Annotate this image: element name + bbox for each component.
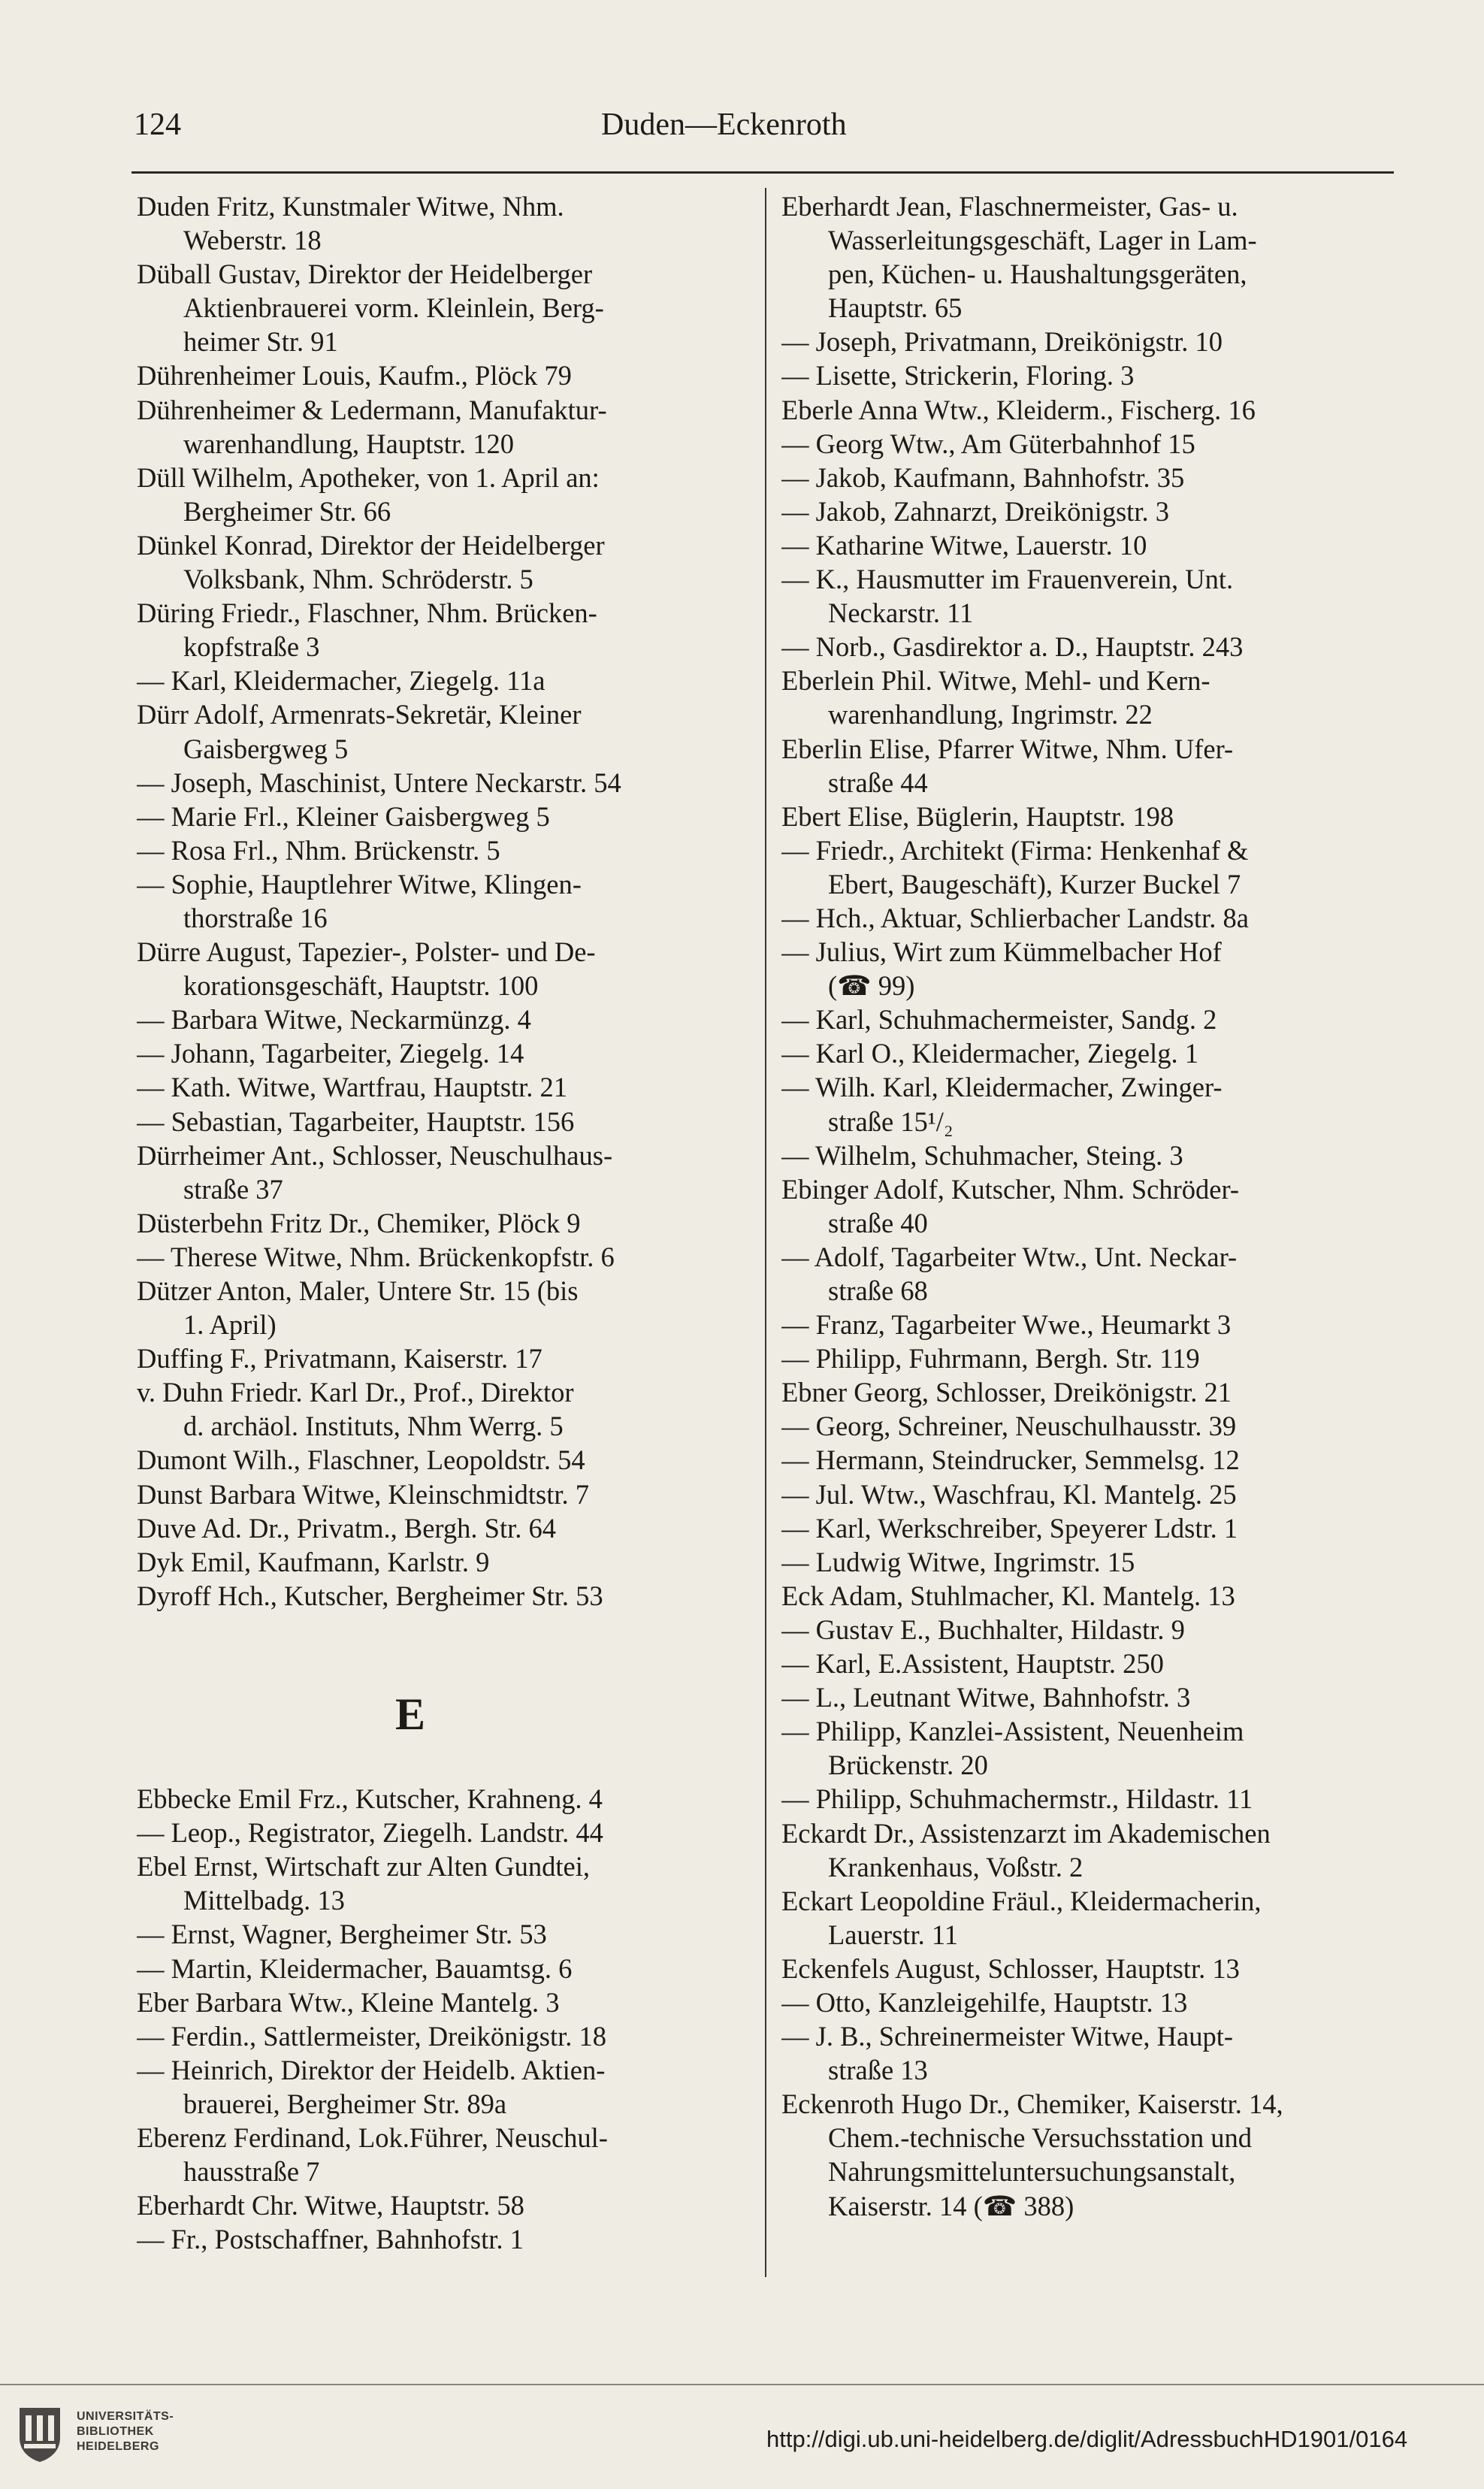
directory-entry-line: Dürre August, Tapezier-, Polster- und De- [137, 936, 596, 968]
directory-entry-line: — Joseph, Maschinist, Untere Neckarstr. 54 [137, 767, 621, 798]
directory-entry-line: Eck Adam, Stuhlmacher, Kl. Mantelg. 13 [781, 1580, 1235, 1611]
directory-entry-line: — Georg, Schreiner, Neuschulhausstr. 39 [781, 1411, 1237, 1442]
entry-continuation-line: straße 44 [828, 767, 928, 798]
entry-continuation-line: 1. April) [183, 1309, 277, 1341]
directory-entry-line: — Philipp, Fuhrmann, Bergh. Str. 119 [781, 1343, 1200, 1375]
directory-entry-line: Dürrheimer Ant., Schlosser, Neuschulhaus- [137, 1139, 613, 1171]
directory-entry-line: — L., Leutnant Witwe, Bahnhofstr. 3 [781, 1682, 1191, 1713]
directory-entry-line: — Georg Wtw., Am Güterbahnhof 15 [781, 428, 1195, 459]
directory-entry-line: — Philipp, Kanzlei-Assistent, Neuenheim [781, 1716, 1244, 1747]
directory-entry-line: — Marie Frl., Kleiner Gaisbergweg 5 [137, 800, 550, 832]
directory-entry-line: — Martin, Kleidermacher, Bauamtsg. 6 [137, 1952, 573, 1984]
directory-entry-line: Düll Wilhelm, Apotheker, von 1. April an: [137, 461, 600, 493]
directory-entry-line: Düball Gustav, Direktor der Heidelberger [137, 259, 593, 290]
directory-entry-line: — Barbara Witwe, Neckarmünzg. 4 [137, 1004, 531, 1036]
spacer [137, 1613, 751, 1647]
entry-continuation-line: straße 15¹/₂ [828, 1105, 954, 1137]
directory-entry-line: — Heinrich, Direktor der Heidelb. Aktien- [137, 2054, 606, 2085]
right-column [781, 189, 1398, 2223]
directory-entry-line: — Fr., Postschaffner, Bahnhofstr. 1 [137, 2224, 524, 2255]
directory-entry-line: — Hch., Aktuar, Schlierbacher Landstr. 8a [781, 902, 1249, 933]
directory-entry-line: — Sebastian, Tagarbeiter, Hauptstr. 156 [137, 1105, 575, 1137]
directory-entry-line: Düsterbehn Fritz Dr., Chemiker, Plöck 9 [137, 1207, 581, 1238]
directory-entry-line: — Hermann, Steindrucker, Semmelsg. 12 [781, 1444, 1240, 1476]
directory-entry-line: — Karl, Schuhmachermeister, Sandg. 2 [781, 1004, 1217, 1036]
directory-entry-line: — Friedr., Architekt (Firma: Henkenhaf & [781, 834, 1249, 866]
entry-continuation-line: Lauerstr. 11 [828, 1919, 958, 1950]
entry-continuation-line: hausstraße 7 [183, 2156, 320, 2188]
directory-entry-line: — Karl, Werkschreiber, Speyerer Ldstr. 1 [781, 1512, 1238, 1544]
directory-entry-line: — Adolf, Tagarbeiter Wtw., Unt. Neckar- [781, 1241, 1238, 1272]
directory-entry-line: — Philipp, Schuhmachermstr., Hildastr. 11 [781, 1783, 1253, 1815]
directory-entry-line: — Otto, Kanzleigehilfe, Hauptstr. 13 [781, 1986, 1188, 2018]
directory-entry-line: Dützer Anton, Maler, Untere Str. 15 (bis [137, 1275, 579, 1306]
directory-entry-line: — Wilh. Karl, Kleidermacher, Zwinger- [781, 1072, 1223, 1103]
directory-entry-line: Eckardt Dr., Assistenzarzt im Akademischen [781, 1817, 1271, 1849]
directory-entry-line: Ebner Georg, Schlosser, Dreikönigstr. 21 [781, 1377, 1232, 1408]
entry-continuation-line: straße 37 [183, 1173, 283, 1205]
entry-continuation-line: (☎ 99) [828, 970, 915, 1002]
source-url-link[interactable]: http://digi.ub.uni-heidelberg.de/diglit/AdressbuchHD1901/0164 [766, 2426, 1408, 2452]
directory-entry-line: — Julius, Wirt zum Kümmelbacher Hof [781, 936, 1222, 968]
logo-text-line: BIBLIOTHEK [77, 2425, 154, 2438]
directory-entry-line: Dürr Adolf, Armenrats-Sekretär, Kleiner [137, 699, 582, 730]
entry-continuation-line: Krankenhaus, Voßstr. 2 [828, 1851, 1084, 1883]
directory-entry-line: Duve Ad. Dr., Privatm., Bergh. Str. 64 [137, 1512, 556, 1544]
entry-continuation-line: warenhandlung, Hauptstr. 120 [183, 428, 514, 459]
directory-entry-line: Dyk Emil, Kaufmann, Karlstr. 9 [137, 1546, 490, 1577]
entry-continuation-line: pen, Küchen- u. Haushaltungsgeräten, [828, 259, 1247, 290]
entry-continuation-line: Bergheimer Str. 66 [183, 495, 391, 527]
directory-entry-line: — Ernst, Wagner, Bergheimer Str. 53 [137, 1919, 547, 1950]
directory-entry-line: — Sophie, Hauptlehrer Witwe, Klingen- [137, 868, 582, 900]
directory-entry-line: Eckenfels August, Schlosser, Hauptstr. 13 [781, 1952, 1240, 1984]
left-column [137, 189, 751, 2256]
entry-continuation-line: thorstraße 16 [183, 902, 328, 933]
directory-entry-line: — J. B., Schreinermeister Witwe, Haupt- [781, 2021, 1233, 2052]
directory-entry-line: Eber Barbara Wtw., Kleine Mantelg. 3 [137, 1986, 560, 2018]
directory-entry-line: Ebel Ernst, Wirtschaft zur Alten Gundtei, [137, 1851, 590, 1883]
entry-continuation-line: Wasserleitungsgeschäft, Lager in Lam- [828, 225, 1257, 256]
directory-entry-line: Ebbecke Emil Frz., Kutscher, Krahneng. 4 [137, 1783, 603, 1815]
entry-continuation-line: Hauptstr. 65 [828, 292, 963, 324]
directory-entry-line: Dumont Wilh., Flaschner, Leopoldstr. 54 [137, 1444, 585, 1476]
entry-continuation-line: Neckarstr. 11 [828, 597, 974, 629]
entry-continuation-line: d. archäol. Instituts, Nhm Werrg. 5 [183, 1411, 564, 1442]
entry-continuation-line: warenhandlung, Ingrimstr. 22 [828, 699, 1153, 730]
footer [0, 2367, 1484, 2489]
section-letter: E [394, 1689, 426, 1740]
entry-continuation-line: heimer Str. 91 [183, 326, 338, 358]
directory-entry-line: — Karl, E.Assistent, Hauptstr. 250 [781, 1648, 1164, 1680]
directory-entry-line: — Jakob, Kaufmann, Bahnhofstr. 35 [781, 461, 1185, 493]
logo-text-line: UNIVERSITÄTS- [77, 2410, 174, 2423]
directory-entry-line: — Karl, Kleidermacher, Ziegelg. 11a [137, 665, 546, 697]
column-divider [765, 188, 766, 2277]
entry-continuation-line: straße 40 [828, 1207, 928, 1238]
entry-continuation-line: Gaisbergweg 5 [183, 733, 349, 764]
directory-entry-line: Eberlein Phil. Witwe, Mehl- und Kern- [781, 665, 1210, 697]
directory-entry-line: Duffing F., Privatmann, Kaiserstr. 17 [137, 1343, 543, 1375]
entry-continuation-line: Nahrungsmitteluntersuchungsanstalt, [828, 2156, 1236, 2188]
directory-entry-line: Eckenroth Hugo Dr., Chemiker, Kaiserstr. 14, [781, 2088, 1283, 2120]
directory-entry-line: — Jul. Wtw., Waschfrau, Kl. Mantelg. 25 [781, 1478, 1237, 1510]
directory-entry-line: Eberhardt Chr. Witwe, Hauptstr. 58 [137, 2190, 524, 2221]
directory-entry-line: Ebinger Adolf, Kutscher, Nhm. Schröder- [781, 1173, 1240, 1205]
directory-entry-line: Eberenz Ferdinand, Lok.Führer, Neuschul- [137, 2122, 608, 2153]
directory-entry-line: Eckart Leopoldine Fräul., Kleidermacherin, [781, 1885, 1262, 1916]
directory-entry-line: — Lisette, Strickerin, Floring. 3 [781, 360, 1135, 392]
directory-entry-line: Ebert Elise, Büglerin, Hauptstr. 198 [781, 800, 1174, 832]
directory-entry-line: Eberlin Elise, Pfarrer Witwe, Nhm. Ufer- [781, 733, 1234, 764]
entry-continuation-line: straße 68 [828, 1275, 928, 1306]
entry-continuation-line: korationsgeschäft, Hauptstr. 100 [183, 970, 539, 1002]
directory-entry-line: — Karl O., Kleidermacher, Ziegelg. 1 [781, 1038, 1198, 1069]
directory-entry-line: Dunst Barbara Witwe, Kleinschmidtstr. 7 [137, 1478, 590, 1510]
directory-entry-line: — Katharine Witwe, Lauerstr. 10 [781, 529, 1147, 561]
directory-entry-line: — Norb., Gasdirektor a. D., Hauptstr. 243 [781, 631, 1244, 663]
page-number: 124 [134, 107, 181, 142]
directory-entry-line: — Rosa Frl., Nhm. Brückenstr. 5 [137, 834, 500, 866]
entry-continuation-line: Ebert, Baugeschäft), Kurzer Buckel 7 [828, 868, 1241, 900]
directory-entry-line: — Ludwig Witwe, Ingrimstr. 15 [781, 1546, 1135, 1577]
entry-continuation-line: brauerei, Bergheimer Str. 89a [183, 2088, 507, 2119]
header-rule [131, 171, 1394, 174]
directory-entry-line: Dührenheimer Louis, Kaufm., Plöck 79 [137, 360, 572, 392]
directory-entry-line: Eberhardt Jean, Flaschnermeister, Gas- u. [781, 191, 1238, 222]
directory-entry-line: Dührenheimer & Ledermann, Manufaktur- [137, 394, 607, 425]
directory-entry-line: v. Duhn Friedr. Karl Dr., Prof., Direktor [137, 1377, 574, 1408]
entry-continuation-line: Mittelbadg. 13 [183, 1885, 345, 1916]
entry-continuation-line: Weberstr. 18 [183, 225, 322, 256]
entry-continuation-line: Chem.-technische Versuchsstation und [828, 2122, 1252, 2154]
directory-entry-line: — Ferdin., Sattlermeister, Dreikönigstr. 18 [137, 2020, 607, 2052]
logo-text-line: HEIDELBERG [77, 2440, 159, 2453]
directory-entry-line: — Gustav E., Buchhalter, Hildastr. 9 [781, 1613, 1185, 1645]
directory-entry-line: Düring Friedr., Flaschner, Nhm. Brücken- [137, 597, 597, 629]
directory-entry-line: Duden Fritz, Kunstmaler Witwe, Nhm. [137, 191, 564, 222]
directory-entry-line: — Therese Witwe, Nhm. Brückenkopfstr. 6 [137, 1241, 615, 1272]
directory-entry-line: Dünkel Konrad, Direktor der Heidelberger [137, 529, 605, 561]
directory-entry-line: Dyroff Hch., Kutscher, Bergheimer Str. 53 [137, 1580, 603, 1611]
university-library-logo-icon [17, 2403, 63, 2463]
entry-continuation-line: straße 13 [828, 2055, 928, 2086]
directory-entry-line: — Joseph, Privatmann, Dreikönigstr. 10 [781, 326, 1223, 358]
directory-entry-line: Eberle Anna Wtw., Kleiderm., Fischerg. 16 [781, 394, 1256, 425]
directory-entry-line: — Johann, Tagarbeiter, Ziegelg. 14 [137, 1038, 524, 1069]
entry-continuation-line: Aktienbrauerei vorm. Kleinlein, Berg- [183, 292, 604, 324]
entry-continuation-line: kopfstraße 3 [183, 631, 320, 663]
directory-entry-line: — K., Hausmutter im Frauenverein, Unt. [781, 564, 1234, 595]
directory-entry-line: — Wilhelm, Schuhmacher, Steing. 3 [781, 1139, 1183, 1171]
directory-entry-line: — Leop., Registrator, Ziegelh. Landstr. 44 [137, 1817, 603, 1849]
directory-entry-line: — Franz, Tagarbeiter Wwe., Heumarkt 3 [781, 1309, 1232, 1341]
directory-entry-line: — Jakob, Zahnarzt, Dreikönigstr. 3 [781, 495, 1169, 527]
logo-text [77, 2409, 174, 2454]
entry-continuation-line: Volksbank, Nhm. Schröderstr. 5 [183, 564, 533, 595]
directory-entry-line: — Kath. Witwe, Wartfrau, Hauptstr. 21 [137, 1072, 568, 1103]
entry-continuation-line: Brückenstr. 20 [828, 1750, 988, 1781]
footer-rule [0, 2384, 1484, 2385]
running-head: Duden—Eckenroth [601, 107, 847, 142]
entry-continuation-line: Kaiserstr. 14 (☎ 388) [828, 2190, 1074, 2221]
